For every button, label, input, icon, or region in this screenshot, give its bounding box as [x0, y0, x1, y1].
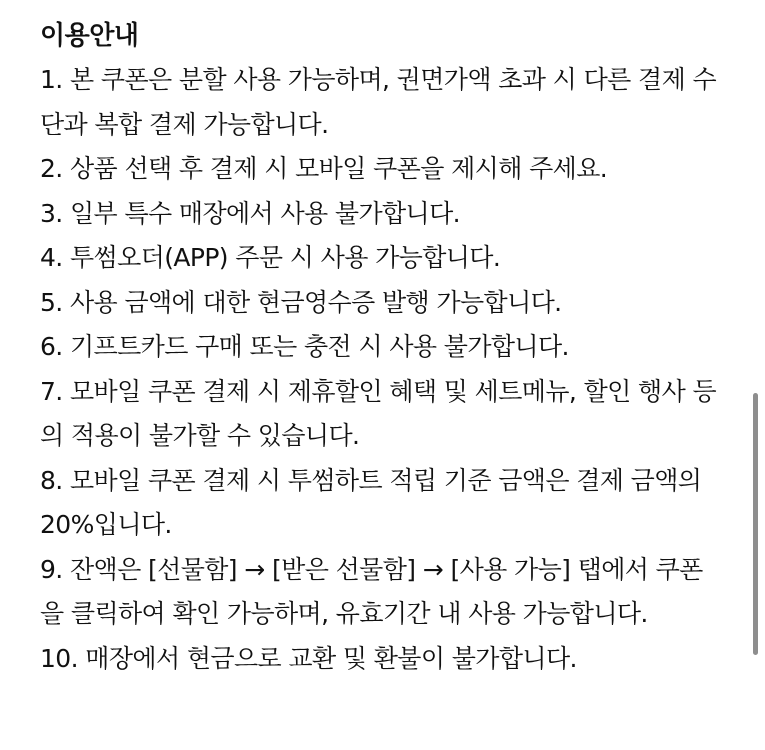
usage-guide-section	[40, 14, 720, 681]
usage-guide-item-3: 3. 일부 특수 매장에서 사용 불가합니다.	[40, 198, 460, 228]
usage-guide-item-9: 9. 잔액은 [선물함] → [받은 선물함] → [사용 가능] 탭에서 쿠폰을 클릭하여 확인 가능하며, 유효기간 내 사용 가능합니다.	[40, 554, 703, 628]
usage-guide-item-7: 7. 모바일 쿠폰 결제 시 제휴할인 혜택 및 세트메뉴, 할인 행사 등의 적용이 불가할 수 있습니다.	[40, 376, 717, 450]
usage-guide-item-6: 6. 기프트카드 구매 또는 충전 시 사용 불가합니다.	[40, 332, 569, 361]
usage-guide-list	[40, 58, 720, 681]
usage-guide-item-8: 8. 모바일 쿠폰 결제 시 투썸하트 적립 기준 금액은 결제 금액의 20%입니다.	[40, 465, 702, 539]
usage-guide-item-10: 10. 매장에서 현금으로 교환 및 환불이 불가합니다.	[40, 643, 577, 673]
usage-guide-item-1: 1. 본 쿠폰은 분할 사용 가능하며, 권면가액 초과 시 다른 결제 수단과 복합 결제 가능합니다.	[40, 65, 717, 139]
usage-guide-item-2: 2. 상품 선택 후 결제 시 모바일 쿠폰을 제시해 주세요.	[40, 154, 608, 183]
vertical-scrollbar[interactable]	[753, 393, 758, 655]
usage-guide-item-5: 5. 사용 금액에 대한 현금영수증 발행 가능합니다.	[40, 287, 562, 317]
usage-guide-title: 이용안내	[40, 21, 139, 51]
usage-guide-item-4: 4. 투썸오더(APP) 주문 시 사용 가능합니다.	[40, 243, 501, 272]
